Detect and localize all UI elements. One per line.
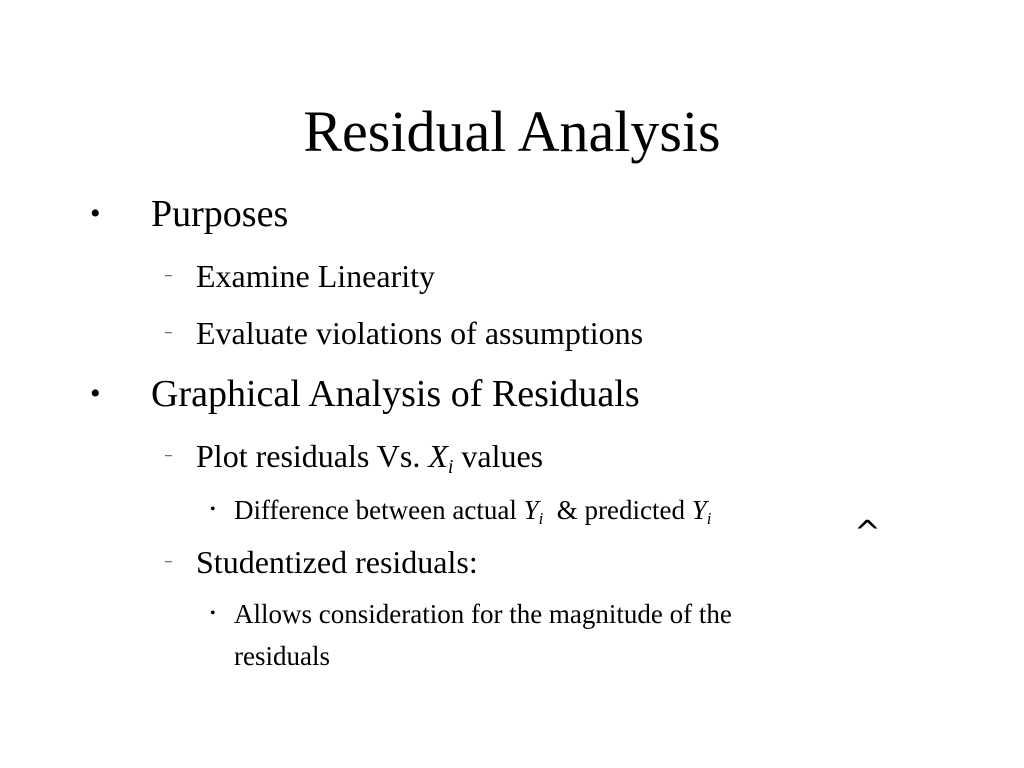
hat-icon: ^ [854,513,881,551]
dash-icon: – [165,448,172,463]
dash-icon: – [165,554,172,569]
bullet-icon: • [90,377,101,410]
bullet-heading-graphical-analysis: Graphical Analysis of Residuals [151,373,640,415]
slide-title: Residual Analysis [303,99,721,164]
detail-allows-consideration-line1: Allows consideration for the magnitude of the [234,599,732,629]
variable-y-predicted-subscript: i [706,509,712,529]
variable-y-actual-subscript: i [538,509,544,529]
sub-item-evaluate-violations: Evaluate violations of assumptions [196,315,644,351]
variable-y-predicted: Y [691,495,707,525]
sub-item-examine-linearity: Examine Linearity [196,258,436,294]
variable-y-actual: Y [523,495,539,525]
plot-residuals-values-text: values [461,438,544,474]
variable-x: X [428,438,448,474]
sub-item-plot-residuals [196,437,543,480]
plot-residuals-text: Plot residuals Vs. [196,438,421,474]
dash-icon: – [165,268,172,283]
detail-allows-consideration-line2: residuals [234,641,330,671]
bullet-icon: • [90,197,101,230]
predicted-text: & predicted [556,495,685,525]
detail-difference [234,494,711,530]
difference-text: Difference between actual [234,495,517,525]
sub-item-studentized-residuals: Studentized residuals: [196,544,478,580]
bullet-heading-purposes: Purposes [151,193,289,235]
small-bullet-icon: • [210,605,216,622]
small-bullet-icon: • [210,501,216,518]
dash-icon: – [165,325,172,340]
variable-x-subscript: i [447,456,454,479]
